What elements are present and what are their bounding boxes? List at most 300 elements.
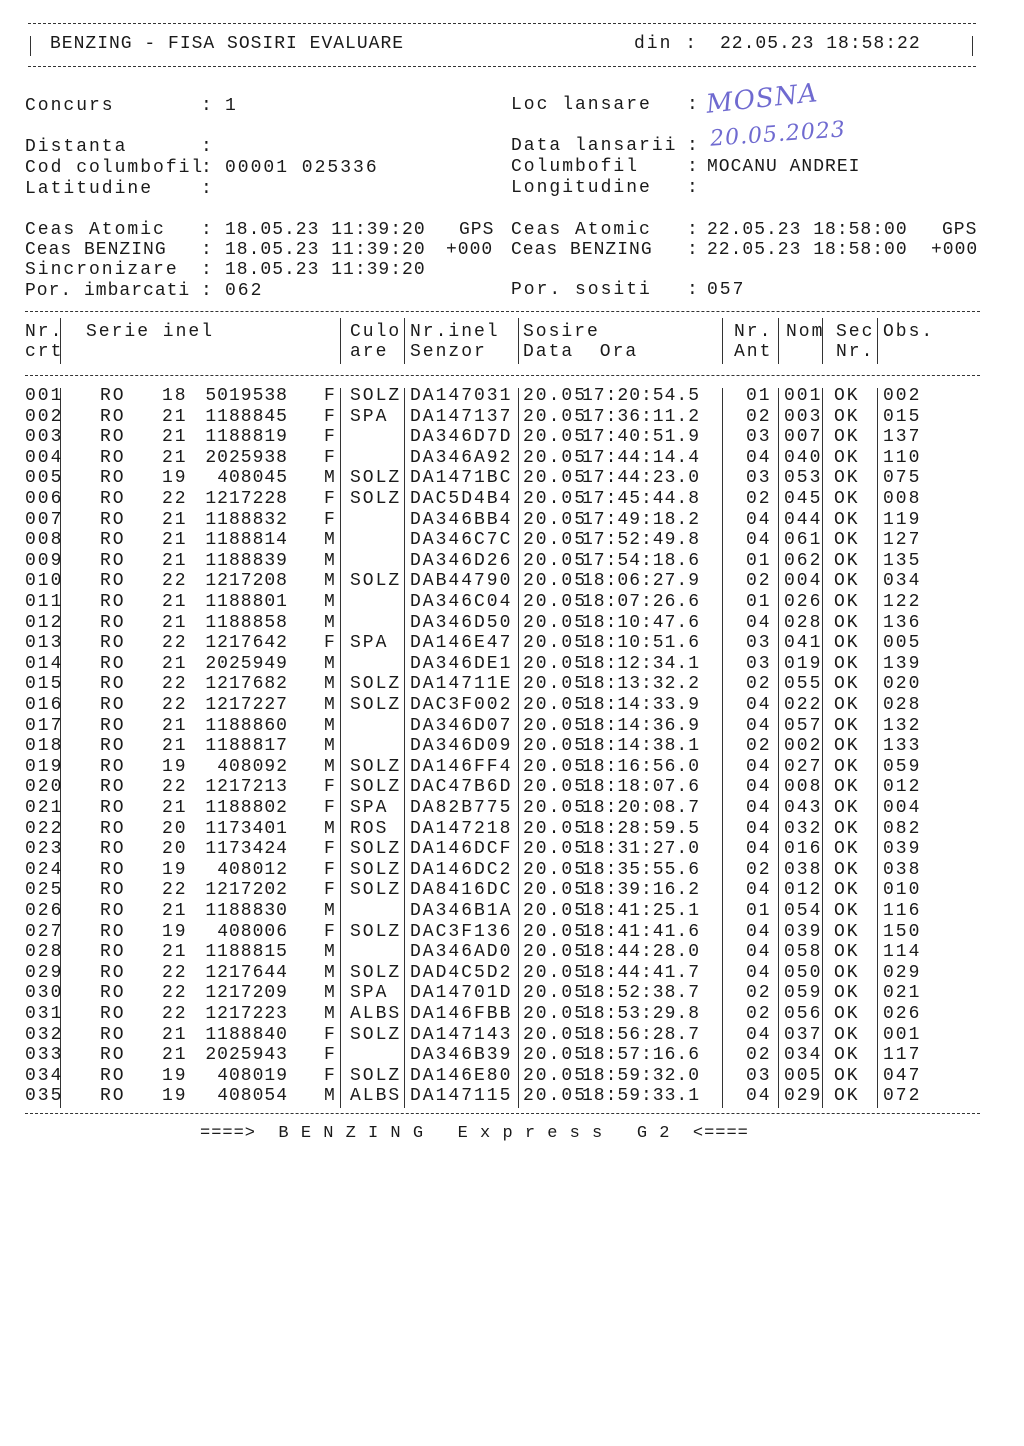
cell-ring-number: 1217227 bbox=[205, 695, 288, 715]
cell-country: RO bbox=[100, 386, 126, 406]
cell-nom: 005 bbox=[784, 1065, 823, 1086]
cell-time: 18:53:29.8 bbox=[582, 1004, 701, 1024]
cell-time: 18:44:28.0 bbox=[582, 942, 701, 963]
cell-obs: 135 bbox=[883, 550, 922, 571]
cell-color: SOLZ bbox=[350, 468, 402, 489]
cell-nom: 002 bbox=[784, 736, 823, 757]
header-nr-ant-2: Ant bbox=[734, 342, 773, 362]
table-top-rule bbox=[25, 311, 980, 312]
header-nr: Nr. bbox=[25, 322, 64, 342]
cell-sensor: DA82B775 bbox=[410, 798, 513, 818]
cell-ant: 03 bbox=[746, 633, 772, 654]
cell-sec: OK bbox=[834, 962, 860, 983]
column-separator bbox=[822, 318, 823, 364]
cell-country: RO bbox=[100, 736, 126, 757]
ceas-benzing-start: 18.05.23 11:39:20 bbox=[225, 240, 426, 260]
cell-sensor: DA14701D bbox=[410, 983, 513, 1004]
cell-ant: 04 bbox=[746, 447, 772, 468]
cell-ant: 02 bbox=[746, 674, 772, 695]
cell-sex: M bbox=[324, 942, 337, 963]
title-box-bottom bbox=[28, 66, 976, 67]
cell-nom: 007 bbox=[784, 427, 823, 448]
ceas-atomic-label: Ceas Atomic bbox=[25, 220, 166, 240]
cell-ring-number: 1188830 bbox=[205, 901, 288, 921]
cell-year: 22 bbox=[162, 571, 188, 592]
cell-sex: F bbox=[324, 447, 337, 468]
cell-sex: M bbox=[324, 962, 337, 983]
cod-columbofil-value: 00001 025336 bbox=[225, 158, 379, 178]
column-separator bbox=[778, 318, 779, 364]
cell-obs: 117 bbox=[883, 1045, 922, 1066]
cell-nom: 057 bbox=[784, 715, 823, 736]
cell-sensor: DA147143 bbox=[410, 1024, 513, 1045]
cell-nom: 061 bbox=[784, 530, 823, 551]
cell-ant: 04 bbox=[746, 818, 772, 839]
cell-nr: 029 bbox=[25, 962, 64, 983]
cell-ant: 02 bbox=[746, 1045, 772, 1066]
cell-ring-number: 1188814 bbox=[205, 530, 288, 551]
cell-nr: 013 bbox=[25, 633, 64, 654]
cell-color: SOLZ bbox=[350, 839, 402, 860]
cell-ant: 01 bbox=[746, 901, 772, 921]
cell-year: 21 bbox=[162, 530, 188, 551]
cell-sex: M bbox=[324, 818, 337, 839]
cell-ring-number: 1188832 bbox=[205, 509, 288, 530]
cell-country: RO bbox=[100, 1004, 126, 1024]
cell-sex: F bbox=[324, 1065, 337, 1086]
cell-date: 20.05 bbox=[523, 633, 588, 654]
cell-sex: M bbox=[324, 592, 337, 612]
cell-nr: 005 bbox=[25, 468, 64, 489]
cell-country: RO bbox=[100, 715, 126, 736]
cell-nr: 016 bbox=[25, 695, 64, 715]
cell-country: RO bbox=[100, 612, 126, 633]
cell-year: 21 bbox=[162, 653, 188, 674]
cell-country: RO bbox=[100, 983, 126, 1004]
cell-date: 20.05 bbox=[523, 571, 588, 592]
cell-time: 18:12:34.1 bbox=[582, 653, 701, 674]
cell-sec: OK bbox=[834, 715, 860, 736]
cell-ring-number: 1217223 bbox=[205, 1004, 288, 1024]
cell-color: SOLZ bbox=[350, 1065, 402, 1086]
cell-nom: 003 bbox=[784, 406, 823, 427]
column-separator bbox=[518, 318, 519, 364]
colon: : bbox=[201, 96, 214, 116]
cell-nr: 024 bbox=[25, 859, 64, 880]
cell-nom: 004 bbox=[784, 571, 823, 592]
cell-country: RO bbox=[100, 921, 126, 942]
cell-sec: OK bbox=[834, 1024, 860, 1045]
cell-country: RO bbox=[100, 1086, 126, 1107]
cell-date: 20.05 bbox=[523, 921, 588, 942]
cell-sex: F bbox=[324, 509, 337, 530]
cod-columbofil-label: Cod columbofil bbox=[25, 158, 205, 178]
cell-year: 21 bbox=[162, 406, 188, 427]
cell-country: RO bbox=[100, 530, 126, 551]
cell-date: 20.05 bbox=[523, 1045, 588, 1066]
cell-sec: OK bbox=[834, 468, 860, 489]
column-separator bbox=[722, 318, 723, 364]
latitudine-label: Latitudine bbox=[25, 179, 154, 199]
cell-ant: 02 bbox=[746, 859, 772, 880]
cell-time: 17:52:49.8 bbox=[582, 530, 701, 551]
cell-sex: M bbox=[324, 695, 337, 715]
cell-date: 20.05 bbox=[523, 653, 588, 674]
por-sositi-value: 057 bbox=[707, 280, 746, 300]
cell-year: 22 bbox=[162, 777, 188, 798]
longitudine-label: Longitudine bbox=[511, 178, 652, 198]
cell-obs: 012 bbox=[883, 777, 922, 798]
por-sositi-label: Por. sositi bbox=[511, 280, 652, 300]
ceas-benzing-end-suffix: +000 bbox=[931, 240, 979, 260]
cell-color: SPA bbox=[350, 798, 389, 818]
cell-sensor: DAB44790 bbox=[410, 571, 513, 592]
cell-sensor: DA147115 bbox=[410, 1086, 513, 1107]
colon: : bbox=[687, 95, 700, 115]
cell-nom: 001 bbox=[784, 386, 823, 406]
cell-ring-number: 1188839 bbox=[205, 550, 288, 571]
cell-sec: OK bbox=[834, 509, 860, 530]
colon: : bbox=[687, 157, 700, 177]
colon: : bbox=[201, 240, 214, 260]
cell-date: 20.05 bbox=[523, 489, 588, 509]
cell-ring-number: 1188858 bbox=[205, 612, 288, 633]
cell-nr: 030 bbox=[25, 983, 64, 1004]
cell-color: SPA bbox=[350, 633, 389, 654]
header-serie-inel: Serie inel bbox=[86, 322, 215, 342]
cell-nom: 038 bbox=[784, 859, 823, 880]
cell-country: RO bbox=[100, 798, 126, 818]
cell-ring-number: 1188817 bbox=[205, 736, 288, 757]
cell-ring-number: 1217228 bbox=[205, 489, 288, 509]
cell-year: 19 bbox=[162, 1086, 188, 1107]
column-separator bbox=[722, 388, 723, 1108]
cell-ring-number: 1188860 bbox=[205, 715, 288, 736]
cell-sex: M bbox=[324, 1004, 337, 1024]
cell-nr: 019 bbox=[25, 756, 64, 777]
cell-date: 20.05 bbox=[523, 468, 588, 489]
cell-date: 20.05 bbox=[523, 983, 588, 1004]
cell-date: 20.05 bbox=[523, 777, 588, 798]
cell-nr: 020 bbox=[25, 777, 64, 798]
cell-obs: 038 bbox=[883, 859, 922, 880]
cell-nom: 008 bbox=[784, 777, 823, 798]
ceas-benzing-label: Ceas BENZING bbox=[25, 240, 167, 260]
column-separator bbox=[60, 318, 61, 364]
cell-ant: 03 bbox=[746, 468, 772, 489]
cell-ant: 03 bbox=[746, 653, 772, 674]
cell-ant: 02 bbox=[746, 1004, 772, 1024]
cell-obs: 029 bbox=[883, 962, 922, 983]
cell-country: RO bbox=[100, 839, 126, 860]
cell-sensor: DAC3F136 bbox=[410, 921, 513, 942]
cell-year: 21 bbox=[162, 715, 188, 736]
column-separator bbox=[340, 388, 341, 1108]
cell-time: 18:14:33.9 bbox=[582, 695, 701, 715]
cell-ant: 04 bbox=[746, 715, 772, 736]
cell-ant: 04 bbox=[746, 1024, 772, 1045]
cell-country: RO bbox=[100, 1065, 126, 1086]
cell-ant: 02 bbox=[746, 983, 772, 1004]
cell-ant: 03 bbox=[746, 427, 772, 448]
cell-obs: 122 bbox=[883, 592, 922, 612]
din-label: din : bbox=[634, 34, 699, 54]
cell-sensor: DA346BB4 bbox=[410, 509, 513, 530]
cell-sensor: DA14711E bbox=[410, 674, 513, 695]
cell-date: 20.05 bbox=[523, 756, 588, 777]
cell-ant: 04 bbox=[746, 942, 772, 963]
cell-sex: M bbox=[324, 901, 337, 921]
cell-color: SOLZ bbox=[350, 777, 402, 798]
table-header-rule bbox=[25, 375, 980, 376]
cell-ring-number: 2025943 bbox=[205, 1045, 288, 1066]
cell-sex: M bbox=[324, 983, 337, 1004]
cell-ring-number: 1217209 bbox=[205, 983, 288, 1004]
cell-date: 20.05 bbox=[523, 406, 588, 427]
ceas-benzing-label-right: Ceas BENZING bbox=[511, 240, 653, 260]
cell-country: RO bbox=[100, 509, 126, 530]
cell-obs: 039 bbox=[883, 839, 922, 860]
cell-sec: OK bbox=[834, 1045, 860, 1066]
cell-sec: OK bbox=[834, 921, 860, 942]
cell-obs: 132 bbox=[883, 715, 922, 736]
cell-nr: 025 bbox=[25, 880, 64, 901]
cell-sec: OK bbox=[834, 530, 860, 551]
cell-ring-number: 2025949 bbox=[205, 653, 288, 674]
cell-sensor: DA147218 bbox=[410, 818, 513, 839]
concurs-label: Concurs bbox=[25, 96, 115, 116]
cell-ring-number: 1217213 bbox=[205, 777, 288, 798]
cell-sec: OK bbox=[834, 818, 860, 839]
cell-year: 21 bbox=[162, 736, 188, 757]
cell-sex: M bbox=[324, 674, 337, 695]
cell-year: 19 bbox=[162, 1065, 188, 1086]
cell-obs: 075 bbox=[883, 468, 922, 489]
cell-nom: 053 bbox=[784, 468, 823, 489]
cell-sensor: DAC47B6D bbox=[410, 777, 513, 798]
cell-nr: 032 bbox=[25, 1024, 64, 1045]
cell-ring-number: 1188815 bbox=[205, 942, 288, 963]
colon: : bbox=[687, 136, 700, 156]
header-culoare-2: are bbox=[350, 342, 389, 362]
cell-ring-number: 1217682 bbox=[205, 674, 288, 695]
cell-time: 18:06:27.9 bbox=[582, 571, 701, 592]
cell-obs: 133 bbox=[883, 736, 922, 757]
cell-ant: 01 bbox=[746, 592, 772, 612]
cell-date: 20.05 bbox=[523, 901, 588, 921]
cell-nr: 006 bbox=[25, 489, 64, 509]
cell-country: RO bbox=[100, 633, 126, 654]
cell-ring-number: 408054 bbox=[217, 1086, 288, 1107]
cell-sex: F bbox=[324, 777, 337, 798]
cell-nr: 007 bbox=[25, 509, 64, 530]
cell-sec: OK bbox=[834, 550, 860, 571]
cell-nr: 018 bbox=[25, 736, 64, 757]
cell-year: 21 bbox=[162, 509, 188, 530]
cell-obs: 136 bbox=[883, 612, 922, 633]
cell-ant: 04 bbox=[746, 612, 772, 633]
header-nom: Nom bbox=[786, 322, 825, 342]
cell-time: 18:39:16.2 bbox=[582, 880, 701, 901]
cell-ant: 04 bbox=[746, 839, 772, 860]
cell-ring-number: 1188840 bbox=[205, 1024, 288, 1045]
cell-year: 22 bbox=[162, 880, 188, 901]
ceas-atomic-label-right: Ceas Atomic bbox=[511, 220, 652, 240]
cell-date: 20.05 bbox=[523, 839, 588, 860]
cell-country: RO bbox=[100, 571, 126, 592]
cell-sensor: DA146FBB bbox=[410, 1004, 513, 1024]
cell-date: 20.05 bbox=[523, 798, 588, 818]
cell-time: 18:07:26.6 bbox=[582, 592, 701, 612]
cell-sec: OK bbox=[834, 633, 860, 654]
cell-time: 17:54:18.6 bbox=[582, 550, 701, 571]
cell-color: SOLZ bbox=[350, 859, 402, 880]
column-separator bbox=[340, 318, 341, 364]
cell-sensor: DA346AD0 bbox=[410, 942, 513, 963]
cell-ring-number: 1217202 bbox=[205, 880, 288, 901]
cell-sensor: DA346D09 bbox=[410, 736, 513, 757]
cell-sensor: DA346DE1 bbox=[410, 653, 513, 674]
cell-ant: 04 bbox=[746, 695, 772, 715]
cell-ant: 04 bbox=[746, 509, 772, 530]
colon: : bbox=[201, 179, 214, 199]
cell-sex: F bbox=[324, 1024, 337, 1045]
cell-sex: F bbox=[324, 427, 337, 448]
cell-year: 22 bbox=[162, 674, 188, 695]
cell-year: 22 bbox=[162, 695, 188, 715]
cell-ant: 02 bbox=[746, 571, 772, 592]
data-lansarii-label: Data lansarii bbox=[511, 136, 678, 156]
cell-time: 18:35:55.6 bbox=[582, 859, 701, 880]
columbofil-label: Columbofil bbox=[511, 157, 640, 177]
por-imbarcati-label: Por. imbarcati bbox=[25, 281, 191, 301]
cell-country: RO bbox=[100, 962, 126, 983]
cell-nom: 037 bbox=[784, 1024, 823, 1045]
loc-lansare-label: Loc lansare bbox=[511, 95, 652, 115]
cell-color: ALBS bbox=[350, 1004, 402, 1024]
cell-date: 20.05 bbox=[523, 550, 588, 571]
cell-nr: 001 bbox=[25, 386, 64, 406]
cell-time: 18:14:36.9 bbox=[582, 715, 701, 736]
cell-sensor: DA146DC2 bbox=[410, 859, 513, 880]
header-crt: crt bbox=[25, 342, 64, 362]
column-separator bbox=[778, 388, 779, 1108]
cell-date: 20.05 bbox=[523, 1065, 588, 1086]
cell-color: SOLZ bbox=[350, 921, 402, 942]
cell-time: 18:18:07.6 bbox=[582, 777, 701, 798]
cell-sec: OK bbox=[834, 942, 860, 963]
cell-obs: 002 bbox=[883, 386, 922, 406]
cell-sensor: DA146E47 bbox=[410, 633, 513, 654]
cell-date: 20.05 bbox=[523, 447, 588, 468]
cell-time: 17:20:54.5 bbox=[582, 386, 701, 406]
cell-sex: F bbox=[324, 386, 337, 406]
header-sec-2: Nr. bbox=[836, 342, 875, 362]
title-box-left bbox=[30, 36, 31, 56]
cell-ring-number: 1217642 bbox=[205, 633, 288, 654]
table-bottom-rule bbox=[25, 1113, 980, 1114]
cell-sex: F bbox=[324, 839, 337, 860]
cell-country: RO bbox=[100, 674, 126, 695]
cell-nom: 026 bbox=[784, 592, 823, 612]
cell-sec: OK bbox=[834, 674, 860, 695]
ceas-benzing-end: 22.05.23 18:58:00 bbox=[707, 240, 908, 260]
cell-nr: 028 bbox=[25, 942, 64, 963]
cell-obs: 150 bbox=[883, 921, 922, 942]
cell-color: SOLZ bbox=[350, 674, 402, 695]
cell-date: 20.05 bbox=[523, 880, 588, 901]
cell-time: 18:44:41.7 bbox=[582, 962, 701, 983]
cell-sec: OK bbox=[834, 1004, 860, 1024]
cell-country: RO bbox=[100, 880, 126, 901]
cell-year: 21 bbox=[162, 901, 188, 921]
cell-ring-number: 1188845 bbox=[205, 406, 288, 427]
cell-sec: OK bbox=[834, 839, 860, 860]
cell-nr: 034 bbox=[25, 1065, 64, 1086]
cell-country: RO bbox=[100, 1045, 126, 1066]
cell-year: 21 bbox=[162, 427, 188, 448]
cell-sensor: DA147137 bbox=[410, 406, 513, 427]
cell-sensor: DA346D07 bbox=[410, 715, 513, 736]
cell-ring-number: 1188802 bbox=[205, 798, 288, 818]
concurs-value: 1 bbox=[225, 96, 238, 116]
cell-ring-number: 408092 bbox=[217, 756, 288, 777]
cell-nom: 050 bbox=[784, 962, 823, 983]
ceas-benzing-start-suffix: +000 bbox=[446, 240, 494, 260]
ceas-atomic-end-suffix: GPS bbox=[942, 220, 978, 240]
cell-ant: 04 bbox=[746, 1086, 772, 1107]
cell-sensor: DAD4C5D2 bbox=[410, 962, 513, 983]
cell-sensor: DA147031 bbox=[410, 386, 513, 406]
cell-sensor: DA8416DC bbox=[410, 880, 513, 901]
cell-ant: 04 bbox=[746, 798, 772, 818]
cell-nom: 056 bbox=[784, 1004, 823, 1024]
header-nr-inel: Nr.inel bbox=[410, 322, 500, 342]
cell-sensor: DAC5D4B4 bbox=[410, 489, 513, 509]
cell-obs: 082 bbox=[883, 818, 922, 839]
cell-obs: 114 bbox=[883, 942, 922, 963]
cell-time: 18:41:41.6 bbox=[582, 921, 701, 942]
cell-country: RO bbox=[100, 427, 126, 448]
title-box-top bbox=[28, 23, 976, 24]
cell-time: 18:14:38.1 bbox=[582, 736, 701, 757]
cell-nom: 016 bbox=[784, 839, 823, 860]
cell-color: SOLZ bbox=[350, 695, 402, 715]
cell-country: RO bbox=[100, 818, 126, 839]
cell-color: ALBS bbox=[350, 1086, 402, 1107]
cell-obs: 015 bbox=[883, 406, 922, 427]
cell-sec: OK bbox=[834, 489, 860, 509]
sincronizare-label: Sincronizare bbox=[25, 260, 179, 280]
cell-ant: 04 bbox=[746, 962, 772, 983]
cell-date: 20.05 bbox=[523, 592, 588, 612]
column-separator bbox=[404, 388, 405, 1108]
cell-sensor: DA146DCF bbox=[410, 839, 513, 860]
header-sosire: Sosire bbox=[523, 322, 600, 342]
cell-sec: OK bbox=[834, 777, 860, 798]
cell-nom: 062 bbox=[784, 550, 823, 571]
cell-time: 17:49:18.2 bbox=[582, 509, 701, 530]
cell-country: RO bbox=[100, 406, 126, 427]
cell-sensor: DA346B39 bbox=[410, 1045, 513, 1066]
cell-sec: OK bbox=[834, 736, 860, 757]
ceas-atomic-start-suffix: GPS bbox=[459, 220, 495, 240]
cell-country: RO bbox=[100, 550, 126, 571]
cell-ant: 01 bbox=[746, 386, 772, 406]
cell-ring-number: 408019 bbox=[217, 1065, 288, 1086]
cell-nr: 033 bbox=[25, 1045, 64, 1066]
cell-year: 22 bbox=[162, 962, 188, 983]
